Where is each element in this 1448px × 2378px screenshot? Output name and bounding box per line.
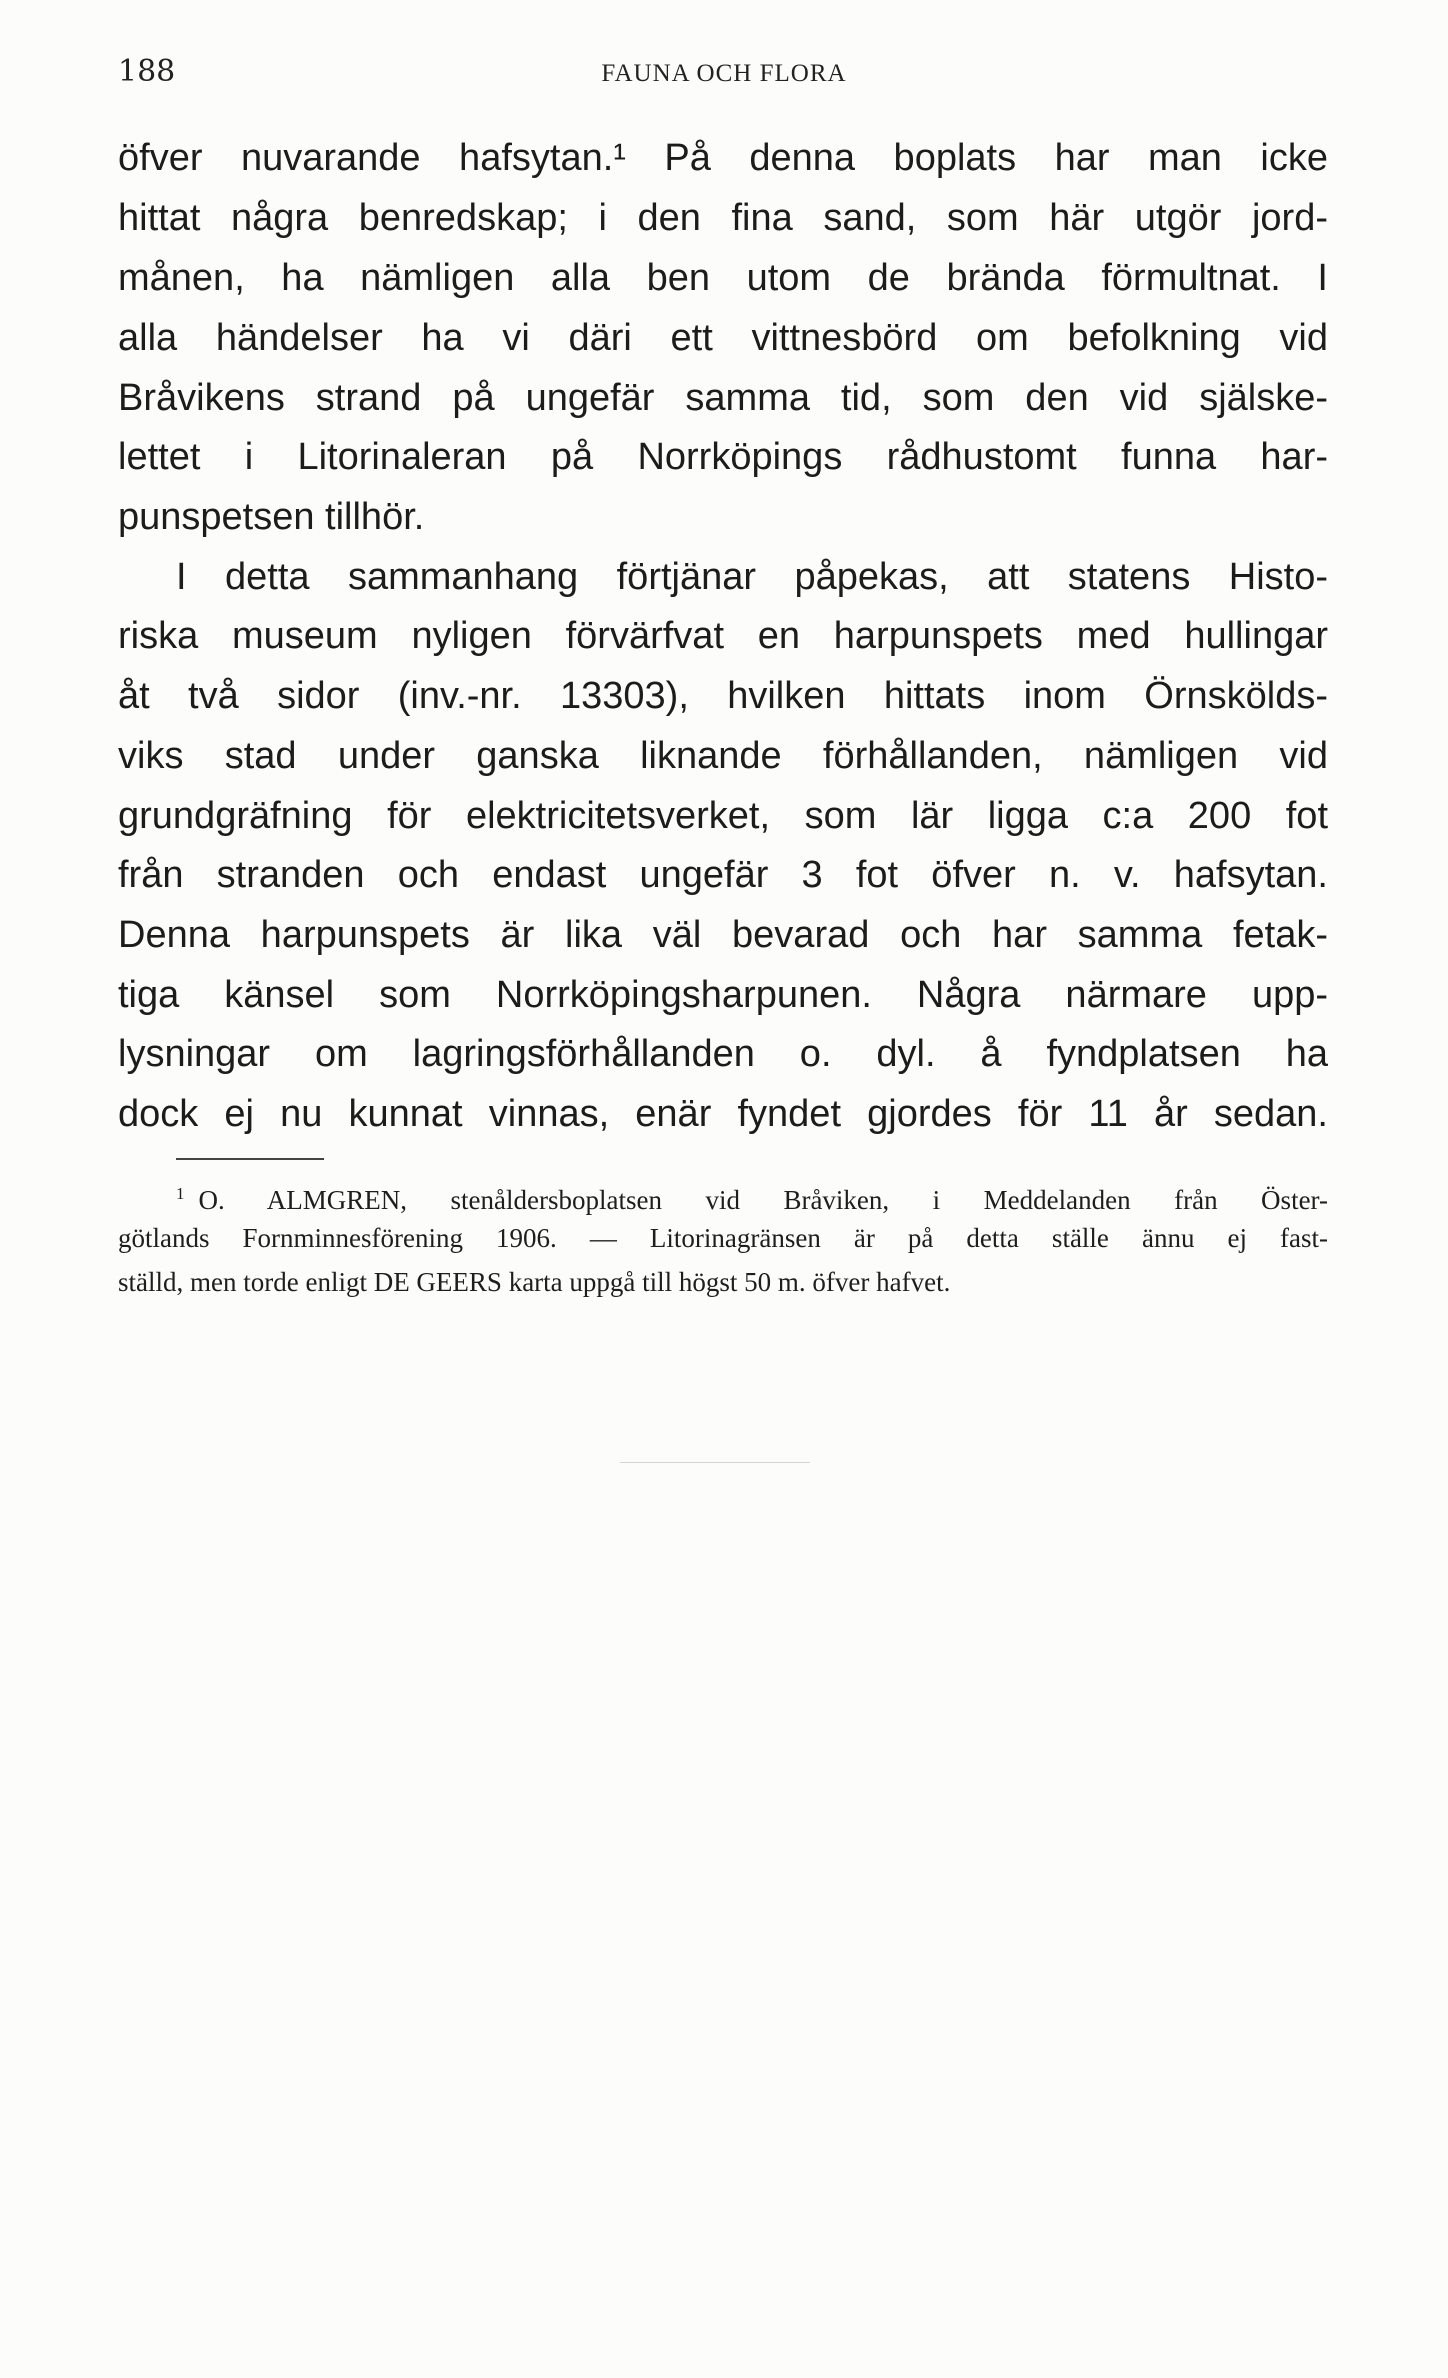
body-line: lettet i Litorinaleran på Norrköpings rådhustomt funna har- [118, 436, 1328, 478]
body-line: lysningar om lagringsförhållanden o. dyl. å fyndplatsen ha [118, 1033, 1328, 1075]
body-line: I detta sammanhang förtjänar påpekas, att statens Histo- [176, 556, 1328, 598]
footnote-marker: 1 [176, 1184, 185, 1203]
journal-title: FAUNA OCH FLORA [601, 60, 847, 87]
footnote-text: O. ALMGREN, stenåldersboplatsen vid Bråviken, i Meddelanden från Öster- [198, 1185, 1328, 1215]
scan-artifact-rule [620, 1462, 810, 1463]
body-line: månen, ha nämligen alla ben utom de brända förmultnat. I [118, 257, 1328, 299]
body-line: riska museum nyligen förvärfvat en harpunspets med hullingar [118, 615, 1328, 657]
body-line: öfver nuvarande hafsytan.¹ På denna boplats har man icke [118, 137, 1328, 179]
footnote-line: ställd, men torde enligt DE GEERS karta uppgå till högst 50 m. öfver hafvet. [118, 1267, 951, 1297]
footnote-separator [176, 1158, 324, 1160]
footnote-line [176, 1172, 1328, 1216]
body-line: från stranden och endast ungefär 3 fot öfver n. v. hafsytan. [118, 854, 1328, 896]
body-line: punspetsen tillhör. [118, 496, 425, 538]
body-line: Bråvikens strand på ungefär samma tid, som den vid själske- [118, 377, 1328, 419]
page-number: 188 [118, 54, 176, 89]
body-line: alla händelser ha vi däri ett vittnesbörd om befolkning vid [118, 317, 1328, 359]
body-line: hittat några benredskap; i den fina sand, som här utgör jord- [118, 197, 1328, 239]
body-line: Denna harpunspets är lika väl bevarad och har samma fetak- [118, 914, 1328, 956]
body-line: grundgräfning för elektricitetsverket, som lär ligga c:a 200 fot [118, 795, 1328, 837]
body-line: viks stad under ganska liknande förhållanden, nämligen vid [118, 735, 1328, 777]
body-line: åt två sidor (inv.-nr. 13303), hvilken hittats inom Örnskölds- [118, 675, 1328, 717]
body-line: tiga känsel som Norrköpingsharpunen. Några närmare upp- [118, 974, 1328, 1016]
footnote-line: götlands Fornminnesförening 1906. — Litorinagränsen är på detta ställe ännu ej fast- [118, 1223, 1328, 1253]
body-line: dock ej nu kunnat vinnas, enär fyndet gjordes för 11 år sedan. [118, 1093, 1328, 1135]
running-header [118, 50, 1330, 100]
